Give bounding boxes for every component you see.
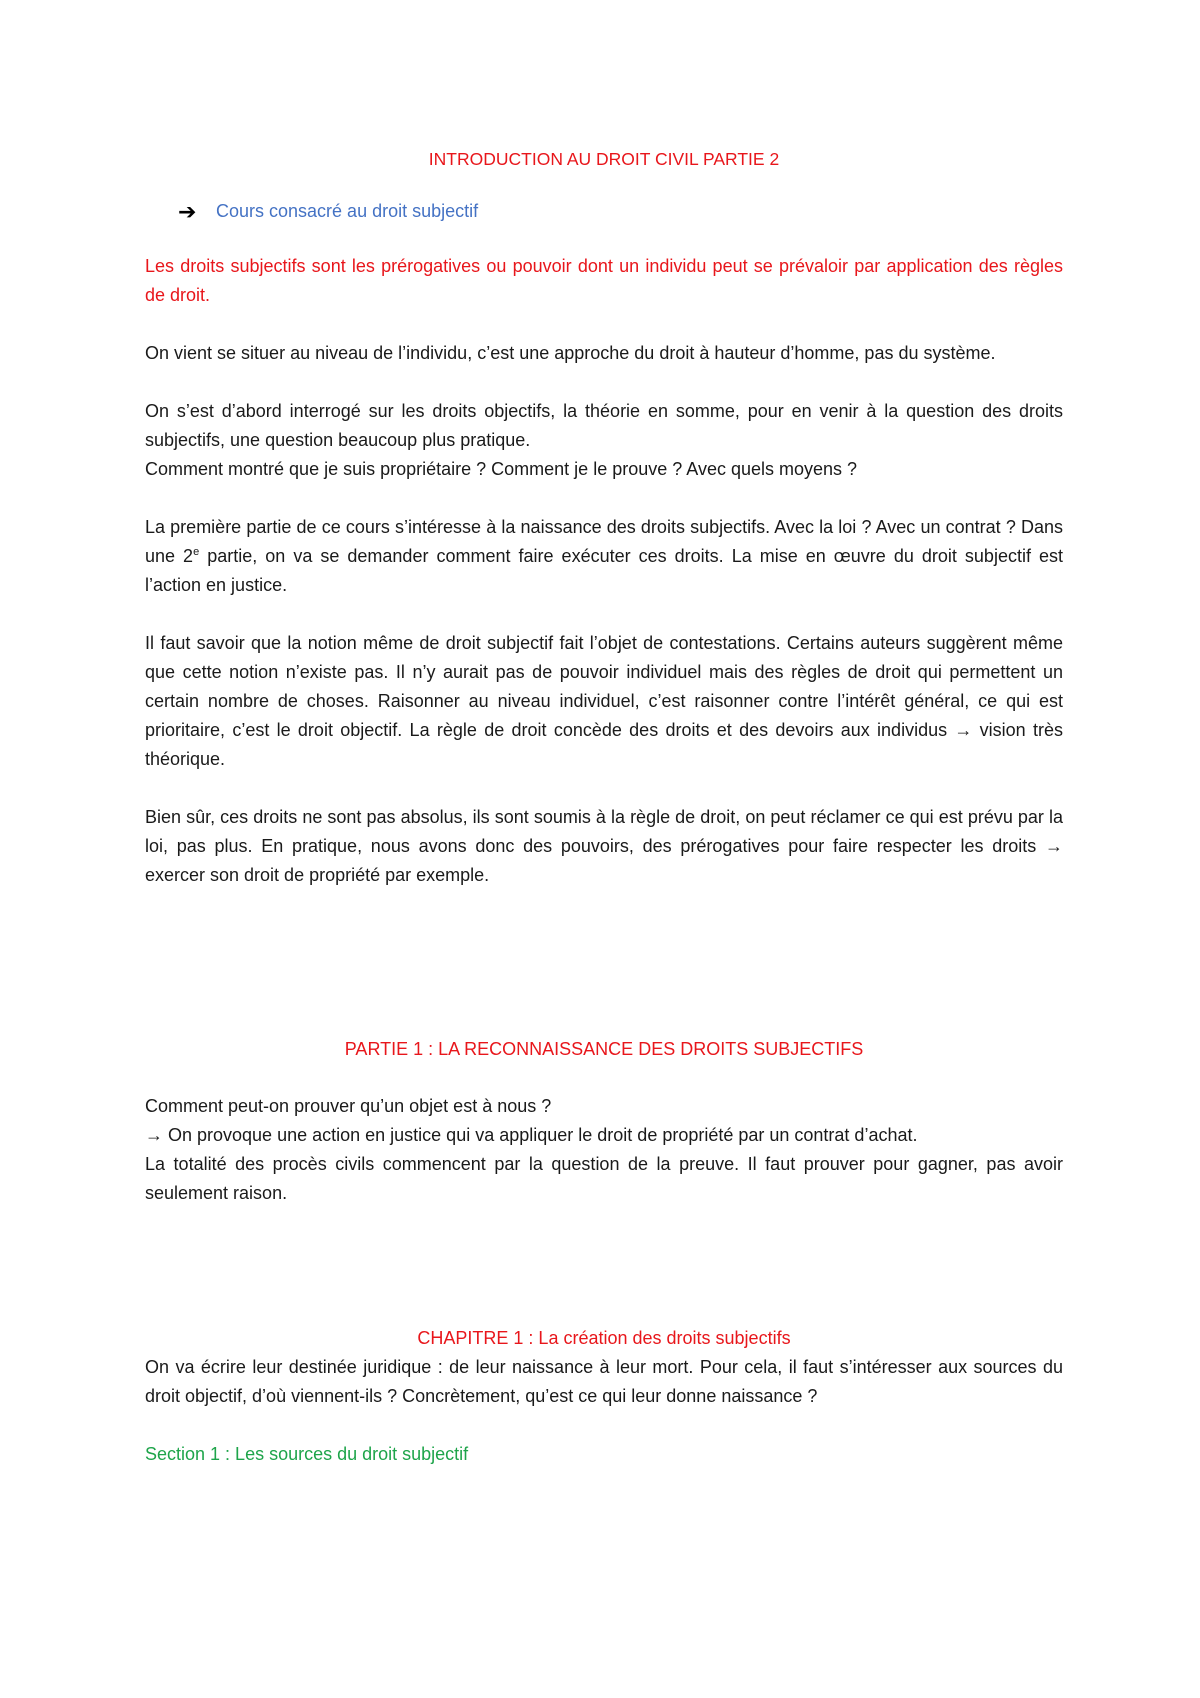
document-title: INTRODUCTION AU DROIT CIVIL PARTIE 2 xyxy=(428,149,780,169)
document-page xyxy=(145,145,1063,1469)
paragraph-premiere-partie-b: partie, on va se demander comment faire exécuter ces droits. La mise en œuvre du droit subjectif est l’action en justice. xyxy=(145,546,1063,595)
superscript-e: e xyxy=(193,546,200,558)
partie-1-line-2: → On provoque une action en justice qui va appliquer le droit de propriété par un contrat d’achat. xyxy=(145,1125,918,1145)
paragraph-contestations: Il faut savoir que la notion même de droit subjectif fait l’objet de contestations. Certains auteurs suggèrent même que cette notion n’existe pas. Il n’y aurait pas de pouvoir individuel mais des règles de droit qui permettent un certain nombre de choses. Raisonner au niveau individuel, c’est raisonner contre l’intérêt général, ce qui est prioritaire, c’est le droit objectif. La règle de droit concède des droits et des devoirs aux individus → vision très théorique. xyxy=(145,633,1063,769)
paragraph-premiere-partie xyxy=(145,513,1063,600)
partie-1-line-1: Comment peut-on prouver qu’un objet est à nous ? xyxy=(145,1096,552,1116)
paragraph-droits-objectifs: On s’est d’abord interrogé sur les droits objectifs, la théorie en somme, pour en venir à la question des droits subjectifs, une question beaucoup plus pratique. xyxy=(145,401,1063,450)
paragraph-premiere-partie-a: La première partie de ce cours s’intéresse à la naissance des droits subjectifs. Avec la loi ? Avec un contrat ? Dans une 2 xyxy=(145,517,1063,566)
partie-1-line-3: La totalité des procès civils commencent par la question de la preuve. Il faut prouver pour gagner, pas avoir seulement raison. xyxy=(145,1154,1063,1203)
paragraph-individu: On vient se situer au niveau de l’individu, c’est une approche du droit à hauteur d’homme, pas du système. xyxy=(145,343,996,363)
paragraph-absolus: Bien sûr, ces droits ne sont pas absolus, ils sont soumis à la règle de droit, on peut réclamer ce qui est prévu par la loi, pas plus. En pratique, nous avons donc des pouvoirs, des prérogatives pour faire respecter les droits → exercer son droit de propriété par exemple. xyxy=(145,807,1063,885)
chapitre-1-text: On va écrire leur destinée juridique : de leur naissance à leur mort. Pour cela, il faut s’intéresser aux sources du droit objectif, d’où viennent-ils ? Concrètement, qu’est ce qui leur donne naissance ? xyxy=(145,1357,1063,1406)
arrow-right-icon: ➔ xyxy=(178,198,197,224)
chapitre-1-heading: CHAPITRE 1 : La création des droits subjectifs xyxy=(417,1328,791,1348)
arrow-bullet-text: Cours consacré au droit subjectif xyxy=(216,201,479,221)
definition-paragraph: Les droits subjectifs sont les prérogatives ou pouvoir dont un individu peut se prévaloir par application des règles de droit. xyxy=(145,256,1063,305)
section-1-heading: Section 1 : Les sources du droit subjectif xyxy=(145,1444,469,1464)
arrow-bullet-line xyxy=(178,197,1063,226)
paragraph-questions: Comment montré que je suis propriétaire ? Comment je le prouve ? Avec quels moyens ? xyxy=(145,459,858,479)
partie-1-heading: PARTIE 1 : LA RECONNAISSANCE DES DROITS SUBJECTIFS xyxy=(344,1039,864,1059)
